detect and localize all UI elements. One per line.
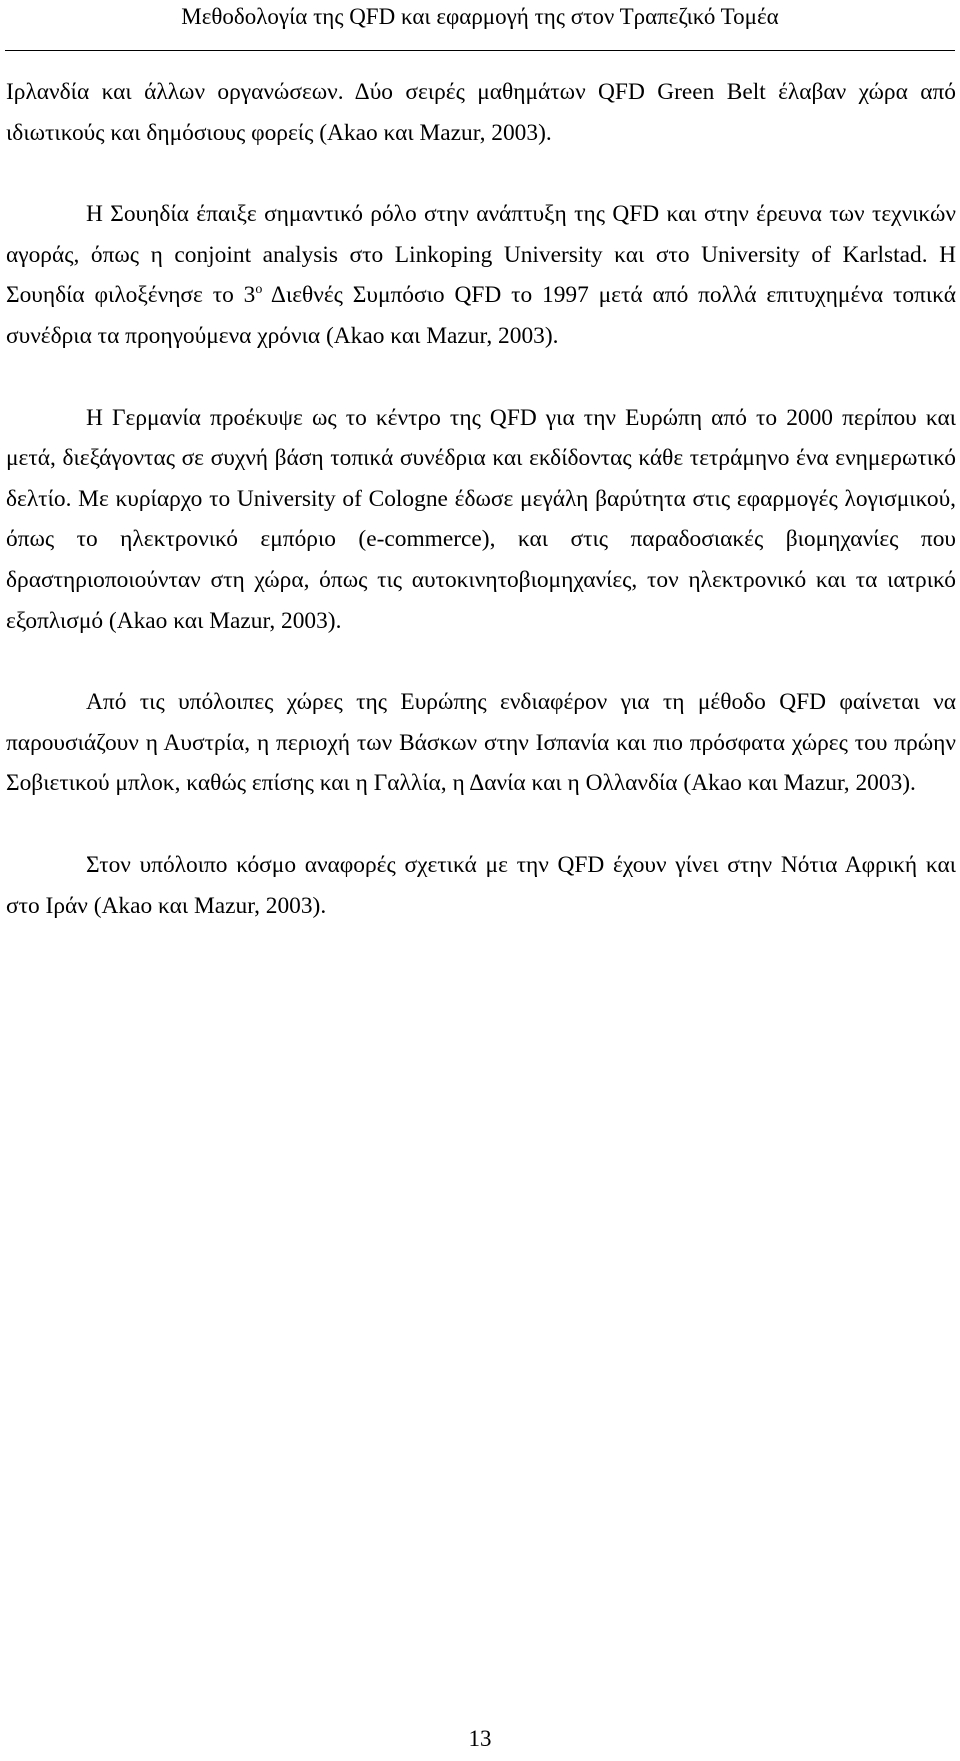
paragraph-sweden	[6, 194, 956, 356]
header-divider	[5, 50, 955, 51]
header-title: Μεθοδολογία της QFD και εφαρμογή της στον Τραπεζικό Τομέα	[181, 4, 779, 29]
ordinal-superscript: ο	[255, 282, 263, 298]
paragraph-sweden-part-2: Διεθνές Συμπόσιο QFD το 1997 μετά από πολλά επιτυχημένα τοπικά συνέδρια τα προηγούμενα χρόνια (Akao και Mazur, 2003).	[6, 282, 956, 349]
paragraph-sweden-part-1: Η Σουηδία έπαιξε σημαντικό ρόλο στην ανάπτυξη της QFD και στην έρευνα των τεχνικών αγοράς, όπως η conjoint analysis στο Linkoping University και στο University of Karlstad. Η Σουηδία φιλοξένησε το 3	[6, 201, 956, 309]
body-text	[6, 72, 956, 967]
paragraph-other-europe: Από τις υπόλοιπες χώρες της Ευρώπης ενδιαφέρον για τη μέθοδο QFD φαίνεται να παρουσιάζουν η Αυστρία, η περιοχή των Βάσκων στην Ισπανία και πιο πρόσφατα χώρες του πρώην Σοβιετικού μπλοκ, καθώς επίσης και η Γαλλία, η Δανία και η Ολλανδία (Akao και Mazur, 2003).	[6, 689, 956, 797]
page-number-value: 13	[468, 1726, 492, 1751]
page-header	[0, 2, 960, 32]
paragraph-germany: Η Γερμανία προέκυψε ως το κέντρο της QFD για την Ευρώπη από το 2000 περίπου και μετά, διεξάγοντας σε συχνή βάση τοπικά συνέδρια και εκδίδοντας κάθε τετράμηνο ένα ενημερωτικό δελτίο. Με κυρίαρχο το University of Cologne έδωσε μεγάλη βαρύτητα στις εφαρμογές λογισμικού, όπως το ηλεκτρονικό εμπόριο (e-commerce), και στις παραδοσιακές βιομηχανίες που δραστηριοποιούνταν στη χώρα, όπως τις αυτοκινητοβιομηχανίες, τον ηλεκτρονικό και τα ιατρικό εξοπλισμό (Akao και Mazur, 2003).	[6, 404, 956, 634]
page-number	[0, 1724, 960, 1754]
paragraph-rest-of-world: Στον υπόλοιπο κόσμο αναφορές σχετικά με την QFD έχουν γίνει στην Νότια Αφρική και στο Ιράν (Akao και Mazur, 2003).	[6, 851, 956, 919]
paragraph-ireland: Ιρλανδία και άλλων οργανώσεων. Δύο σειρές μαθημάτων QFD Green Belt έλαβαν χώρα από ιδιωτικούς και δημόσιους φορείς (Akao και Mazur, 2003).	[6, 79, 956, 146]
